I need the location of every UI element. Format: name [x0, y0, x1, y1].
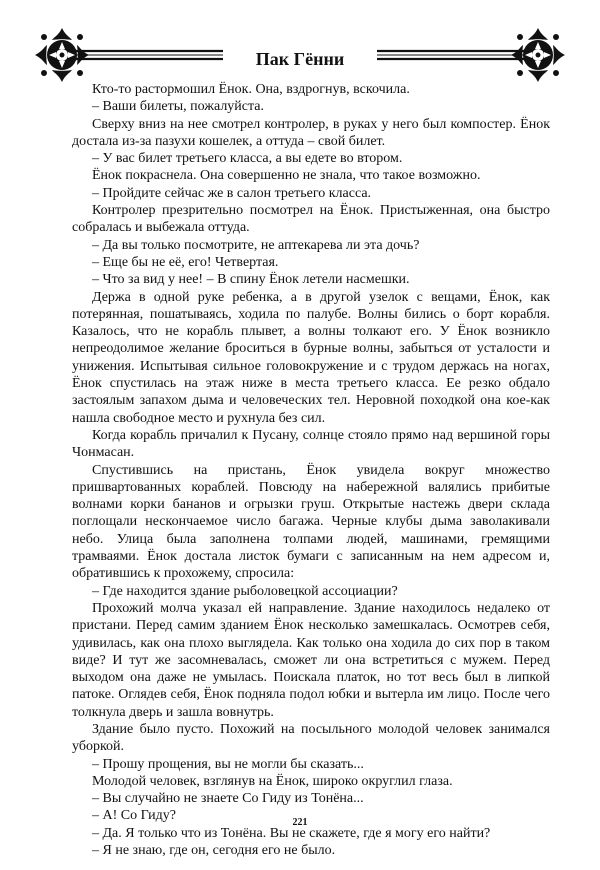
paragraph: – Что за вид у нее! – В спину Ёнок летели насмешки. [92, 272, 410, 288]
paragraph: – Да вы только посмотрите, не аптекарева ли эта дочь? [92, 237, 420, 253]
paragraph: Ёнок покраснела. Она совершенно не знала, что такое возможно. [92, 168, 481, 184]
page-number: 221 [292, 817, 308, 828]
paragraph: Держа в одной руке ребенка, а в другой узелок с вещами, Ёнок, как потерянная, пошатываясь, ходила по палубе. Волны бились о борт корабля. Казалось, что не корабль плывет, а волны толкают его. У Ёнок возникло непреодолимое желание броситься в бурные волны, забыться от усталости и унижения. Испытывая сильное головокружение и с трудом держась на ногах, Ёнок спустилась на этаж ниже в места третьего класса. Ее резко обдало застоялым запахом дыма и человеческих тел. Неровной походкой она кое-как нашла свободное место и рухнула без сил. [72, 289, 550, 426]
paragraph: Прохожий молча указал ей направление. Здание находилось недалеко от пристани. Перед самим зданием Ёнок несколько замешкалась. Осмотрев себя, удивилась, как она плохо выглядела. Как только она ходила до сих пор в таком виде? И тут же засомневалась, сможет ли она встретиться с мужем. Перед выходом она даже не умылась. Поискала платок, но тот весь был в липкой патоке. Оглядев себя, Ёнок подняла подол юбки и вытерла им лицо. После чего толкнула дверь и зашла вовнутрь. [72, 600, 550, 720]
paragraph: Кто-то растормошил Ёнок. Она, вздрогнув, вскочила. [92, 82, 410, 97]
paragraph: – Да. Я только что из Тонёна. Вы не скажете, где я могу его найти? [92, 825, 491, 841]
paragraph: – Где находится здание рыболовецкой ассоциации? [92, 583, 398, 599]
paragraph: Когда корабль причалил к Пусану, солнце стояло прямо над вершиной горы Чонмасан. [72, 427, 550, 461]
paragraph: – Ваши билеты, пожалуйста. [92, 99, 265, 115]
body-text [72, 81, 550, 859]
paragraph: – Пройдите сейчас же в салон третьего класса. [92, 185, 372, 201]
paragraph: – Вы случайно не знаете Со Гиду из Тонёна... [92, 791, 364, 807]
paragraph: Контролер презрительно посмотрел на Ёнок. Пристыженная, она быстро собралась и выбежала оттуда. [72, 203, 550, 236]
paragraph: – Еще бы не её, его! Четвертая. [92, 254, 279, 270]
paragraph: – А! Со Гиду? [92, 808, 176, 824]
paragraph: Молодой человек, взглянув на Ёнок, широко округлил глаза. [92, 773, 453, 789]
paragraph: – Прошу прощения, вы не могли бы сказать... [92, 756, 364, 772]
paragraph: Здание было пусто. Похожий на посыльного молодой человек занимался уборкой. [72, 721, 550, 755]
paragraph: Спустившись на пристань, Ёнок увидела вокруг множество пришвартованных кораблей. Повсюду на набережной валялись прибитые волнами корки бананов и огрызки груш. Открытые настежь двери склада поглощали нескончаемое число багажа. Черные клубы дыма заволакивали небо. Улица была заполнена толпами людей, машинами, гремящими трамваями. Ёнок достала листок бумаги с записанным на нем адресом и, обратившись к прохожему, спросила: [72, 462, 550, 582]
paragraph: – У вас билет третьего класса, а вы едете во втором. [92, 151, 403, 167]
running-header [35, 28, 565, 84]
paragraph: Сверху вниз на нее смотрел контролер, в руках у него был компостер. Ёнок достала из-за пазухи кошелек, а оттуда – свой билет. [72, 116, 550, 149]
paragraph: – Я не знаю, где он, сегодня его не было. [92, 843, 336, 859]
running-header-title: Пак Гённи [255, 49, 345, 69]
right-ornament-icon [375, 28, 565, 84]
